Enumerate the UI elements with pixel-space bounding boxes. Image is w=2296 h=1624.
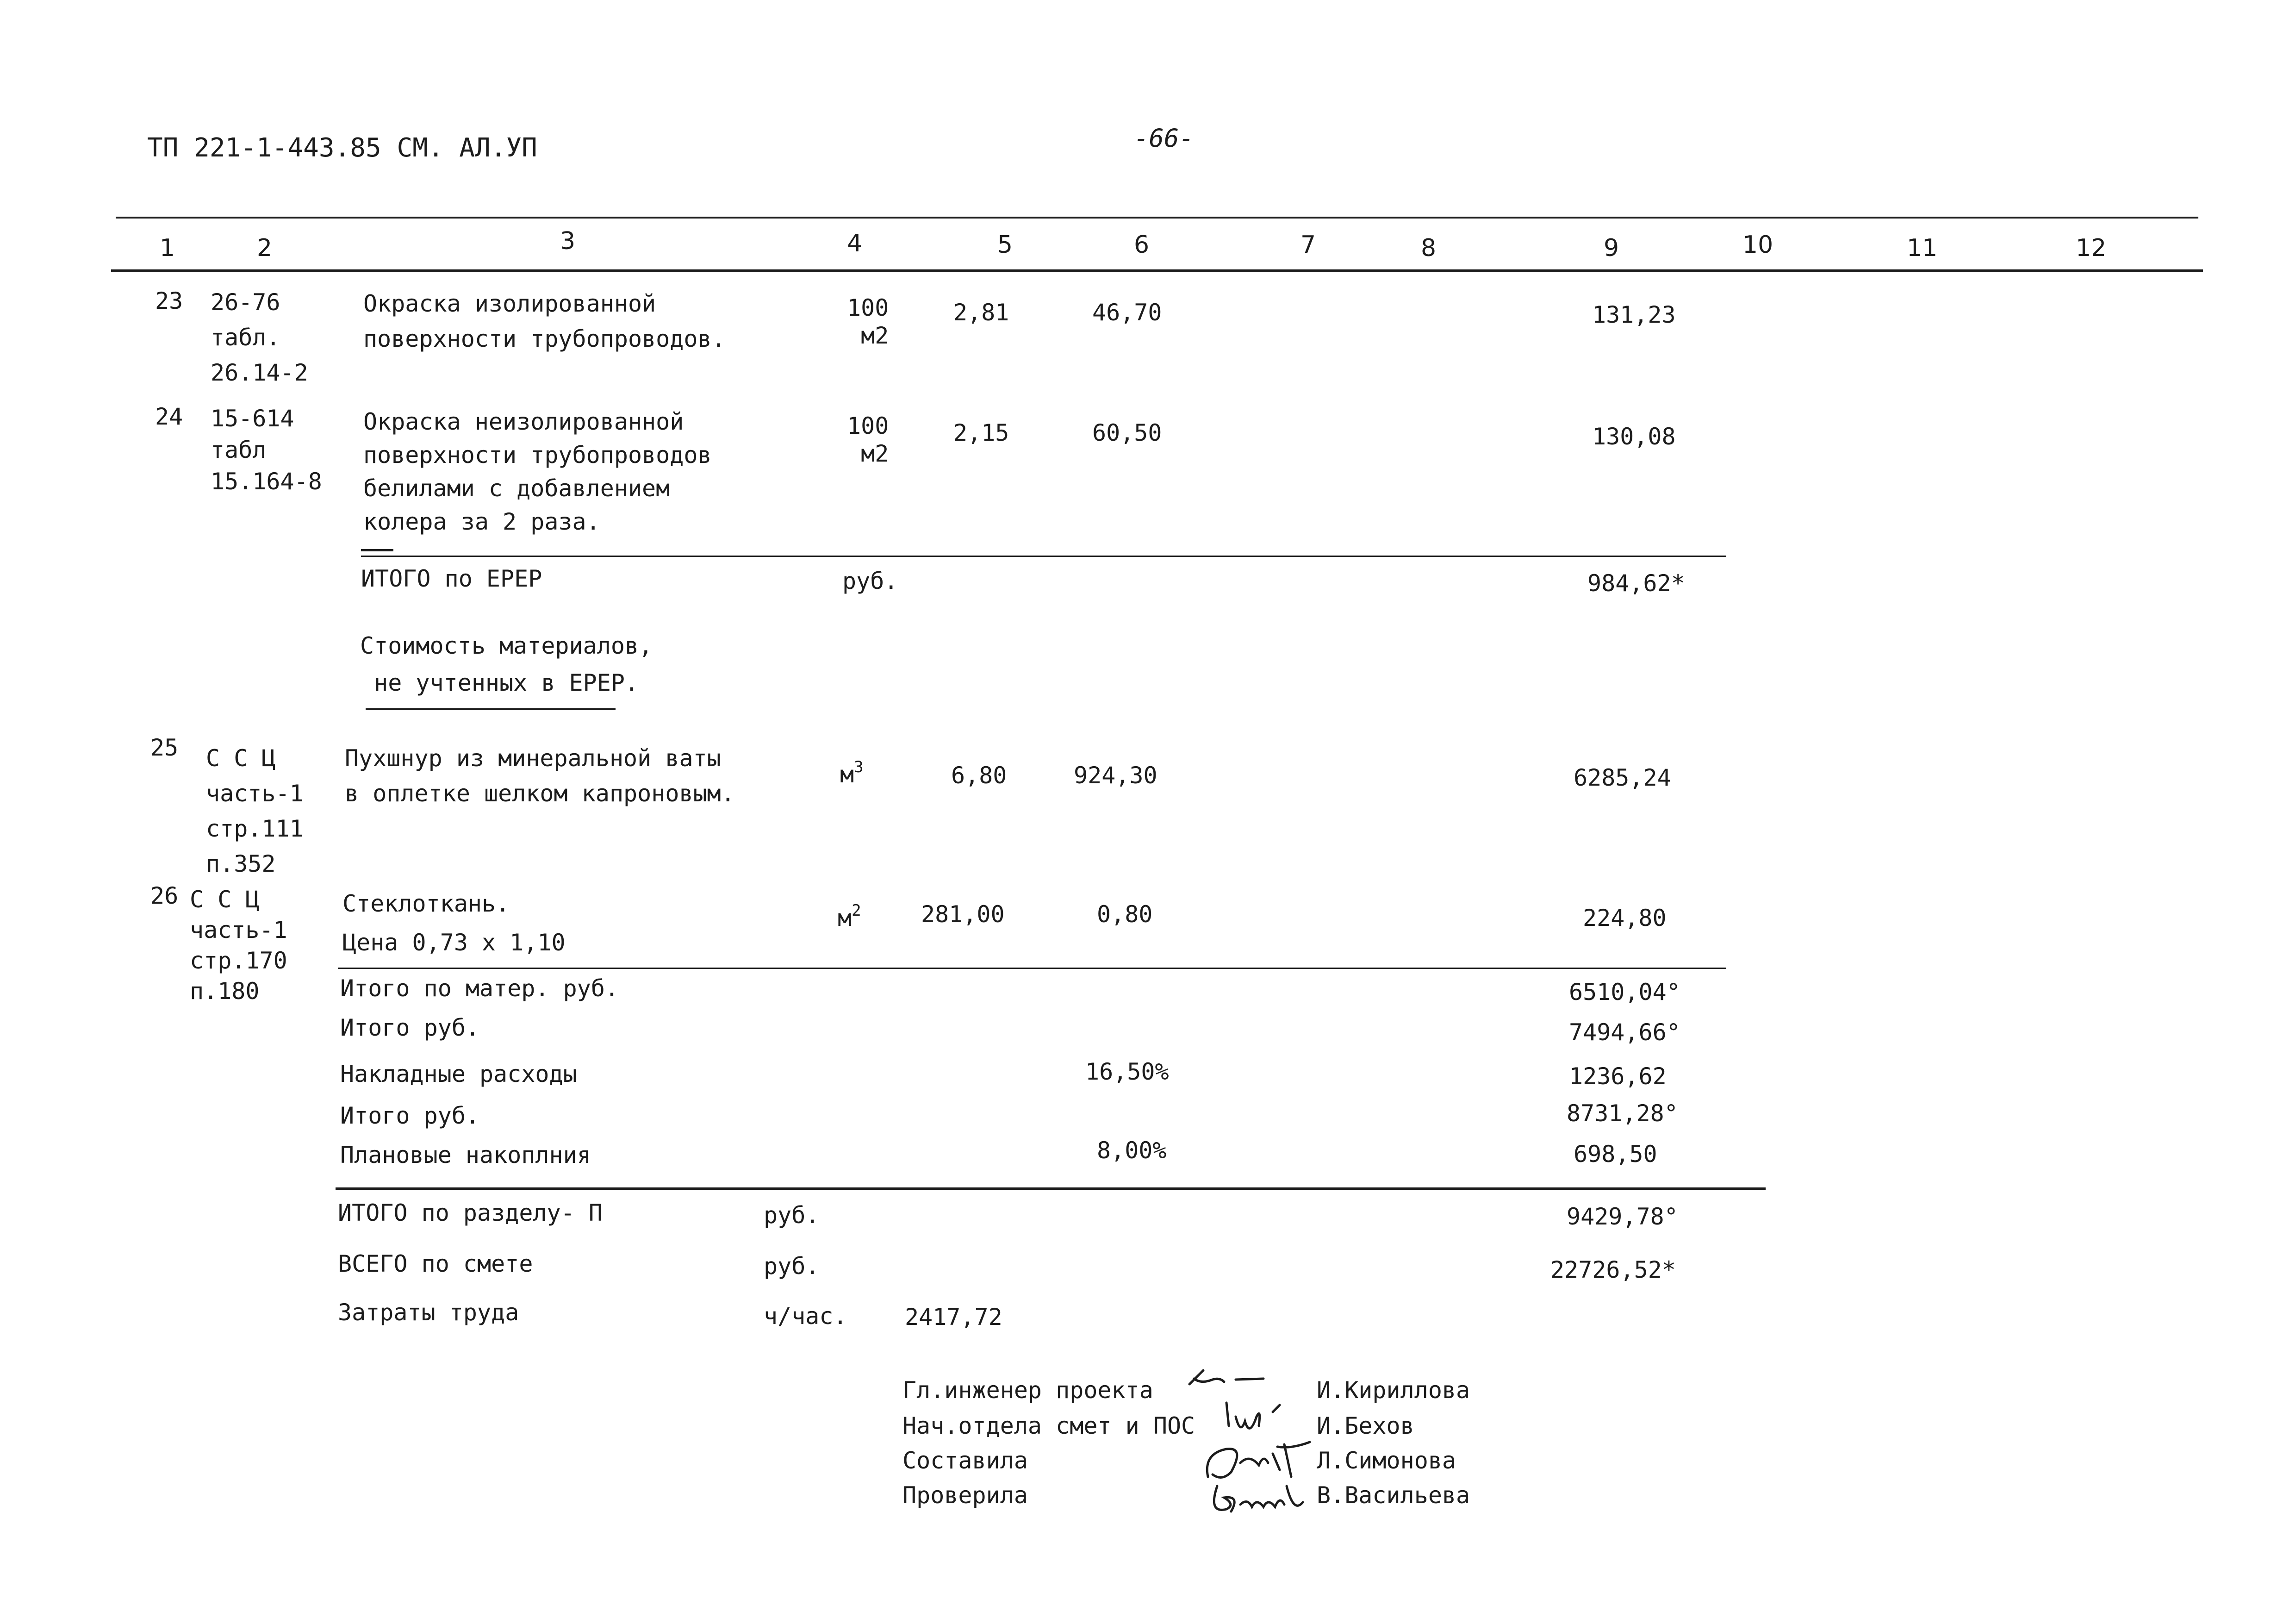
column-number: 1 (160, 234, 175, 262)
section-total-rule (336, 1187, 1766, 1190)
materials-total-rule (338, 968, 1726, 969)
summary-label: Итого руб. (340, 1014, 480, 1041)
summary-total: 7494,66° (1569, 1019, 1680, 1046)
subtotal-total: 984,62* (1587, 570, 1685, 597)
subtotal-rule (361, 556, 1726, 557)
header-bottom-rule (111, 269, 2203, 272)
quantity: 6,80 (951, 762, 1007, 789)
page-number: -66- (1134, 124, 1195, 153)
column-number: 5 (997, 231, 1013, 259)
header-top-rule (116, 217, 2198, 219)
unit: 100 м2 (847, 412, 889, 467)
column-number: 7 (1300, 231, 1316, 259)
rate-code: С С Ц часть-1 стр.111 п.352 (206, 745, 304, 877)
column-number: 8 (1421, 234, 1437, 262)
signature-name: Л.Симонова (1317, 1447, 1456, 1474)
totals-value: 2417,72 (905, 1304, 1002, 1330)
summary-label: Итого руб. (340, 1102, 480, 1129)
summary-label: Плановые накоплния (340, 1142, 591, 1168)
rate-code: С С Ц часть-1 стр.170 п.180 (190, 886, 287, 1005)
column-number: 12 (2076, 234, 2107, 262)
rate-code: 15-614 табл 15.164-8 (211, 405, 322, 495)
summary-total: 8731,28° (1567, 1100, 1678, 1127)
handwritten-signature-1 (1185, 1366, 1268, 1398)
item-description: Стеклоткань. Цена 0,73 х 1,10 (342, 890, 566, 956)
summary-total: 698,50 (1574, 1141, 1657, 1168)
total-cost: 6285,24 (1574, 764, 1671, 791)
signature-name: И.Кириллова (1317, 1377, 1470, 1404)
total-cost: 224,80 (1583, 905, 1667, 931)
totals-label: Затраты труда (338, 1299, 519, 1326)
column-number: 10 (1742, 231, 1773, 259)
row-number: 26 (150, 882, 179, 909)
signature-name: И.Бехов (1317, 1412, 1414, 1439)
summary-label: Накладные расходы (340, 1061, 577, 1087)
document-code: ТП 221-1-443.85 СМ. АЛ.УП (147, 133, 537, 163)
column-number: 11 (1907, 234, 1938, 262)
totals-label: ИТОГО по разделу- П (338, 1199, 603, 1226)
unit: 100 м2 (847, 294, 889, 349)
quantity: 2,81 (953, 299, 1009, 326)
summary-rate: 16,50% (1085, 1058, 1169, 1085)
total-cost: 131,23 (1592, 301, 1676, 328)
row-number: 23 (155, 287, 183, 314)
subtotal-rule-mark (361, 549, 393, 551)
row-number: 25 (150, 734, 179, 761)
quantity: 2,15 (953, 419, 1009, 446)
summary-label: Итого по матер. руб. (340, 975, 619, 1002)
handwritten-signature-4 (1203, 1477, 1314, 1518)
item-description: Окраска неизолированной поверхности трубопроводов белилами с добавлением колера за 2 раза. (363, 408, 712, 535)
unit-price: 60,50 (1092, 419, 1162, 446)
totals-label: ВСЕГО по смете (338, 1250, 533, 1277)
totals-unit: руб. (764, 1202, 820, 1229)
materials-heading-rule (366, 708, 616, 710)
column-number: 4 (847, 230, 863, 257)
totals-total: 9429,78° (1567, 1203, 1678, 1230)
column-number: 3 (560, 227, 576, 255)
totals-unit: руб. (764, 1253, 820, 1280)
summary-rate: 8,00% (1097, 1137, 1167, 1164)
subtotal-label: ИТОГО по ЕРЕР (361, 565, 542, 592)
signature-role: Проверила (902, 1482, 1028, 1509)
totals-unit: ч/час. (764, 1303, 847, 1330)
row-number: 24 (155, 403, 183, 430)
column-number: 2 (257, 234, 273, 262)
unit-price: 46,70 (1092, 299, 1162, 326)
quantity: 281,00 (921, 901, 1005, 928)
summary-total: 6510,04° (1569, 979, 1680, 1006)
item-description: Пухшнур из минеральной ваты в оплетке шелком капроновым. (345, 745, 735, 807)
signature-role: Нач.отдела смет и ПОС (902, 1412, 1195, 1439)
subtotal-unit: руб. (842, 568, 898, 594)
signature-role: Составила (902, 1447, 1028, 1474)
summary-total: 1236,62 (1569, 1063, 1667, 1090)
unit-price: 924,30 (1074, 762, 1157, 789)
column-number: 6 (1134, 231, 1150, 259)
unit-price: 0,80 (1097, 901, 1153, 928)
signature-name: В.Васильева (1317, 1482, 1470, 1509)
item-description: Окраска изолированной поверхности трубопроводов. (363, 290, 726, 352)
materials-heading: Стоимость материалов, не учтенных в ЕРЕР. (360, 632, 653, 696)
unit: $м^3$ (840, 758, 864, 788)
signature-role: Гл.инженер проекта (902, 1377, 1153, 1404)
total-cost: 130,08 (1592, 423, 1676, 450)
rate-code: 26-76 табл. 26.14-2 (211, 289, 308, 386)
unit: $м^2$ (838, 901, 861, 931)
column-number: 9 (1604, 234, 1619, 262)
totals-total: 22726,52* (1550, 1256, 1676, 1283)
